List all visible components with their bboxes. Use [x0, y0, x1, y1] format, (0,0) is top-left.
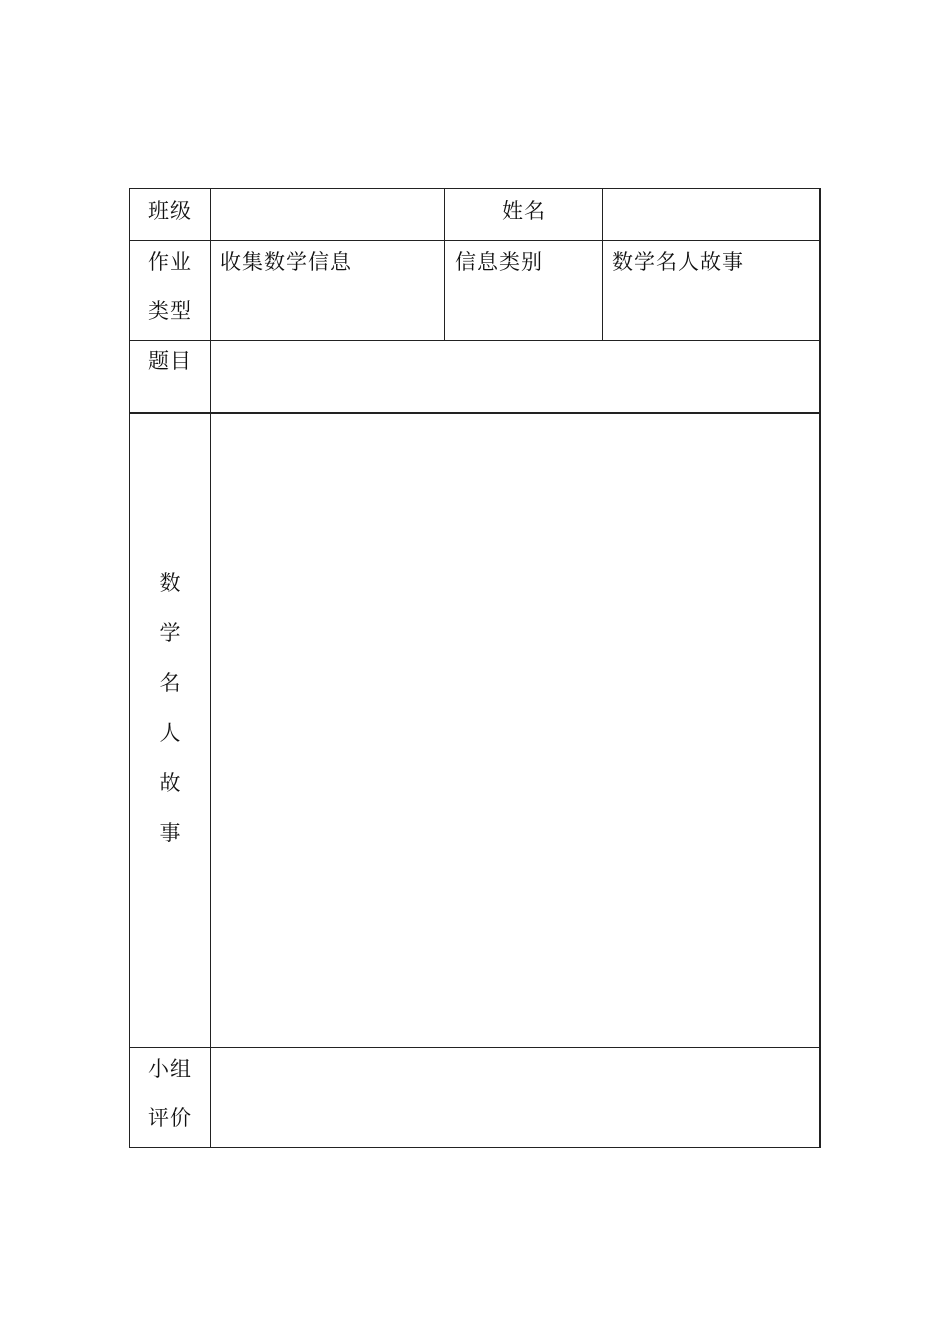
story-label [129, 558, 211, 858]
name-label: 姓名 [502, 199, 546, 223]
topic-field[interactable] [212, 342, 818, 411]
story-label-char: 学 [159, 621, 181, 645]
story-label-char: 人 [159, 721, 181, 745]
story-label-char: 故 [159, 771, 181, 795]
story-field[interactable] [212, 415, 818, 1046]
topic-label: 题目 [148, 349, 192, 373]
row-divider [129, 412, 821, 414]
group-eval-label-line2: 评价 [148, 1106, 192, 1130]
class-field[interactable] [212, 190, 443, 239]
name-field[interactable] [604, 190, 818, 239]
row-divider [129, 1047, 821, 1048]
row-divider [129, 340, 821, 341]
info-category-label: 信息类别 [455, 250, 543, 274]
column-divider [444, 188, 445, 340]
group-eval-label-line1: 小组 [148, 1057, 192, 1081]
story-label-char: 数 [159, 571, 181, 595]
column-divider [602, 188, 603, 340]
homework-type-label-line1: 作业 [148, 250, 192, 274]
story-label-char: 事 [159, 821, 181, 845]
homework-type-label-line2: 类型 [148, 299, 192, 323]
class-label: 班级 [148, 199, 192, 223]
group-eval-field[interactable] [212, 1049, 818, 1145]
story-label-char: 名 [159, 671, 181, 695]
homework-type-value: 收集数学信息 [220, 250, 352, 274]
info-category-value: 数学名人故事 [612, 250, 744, 274]
